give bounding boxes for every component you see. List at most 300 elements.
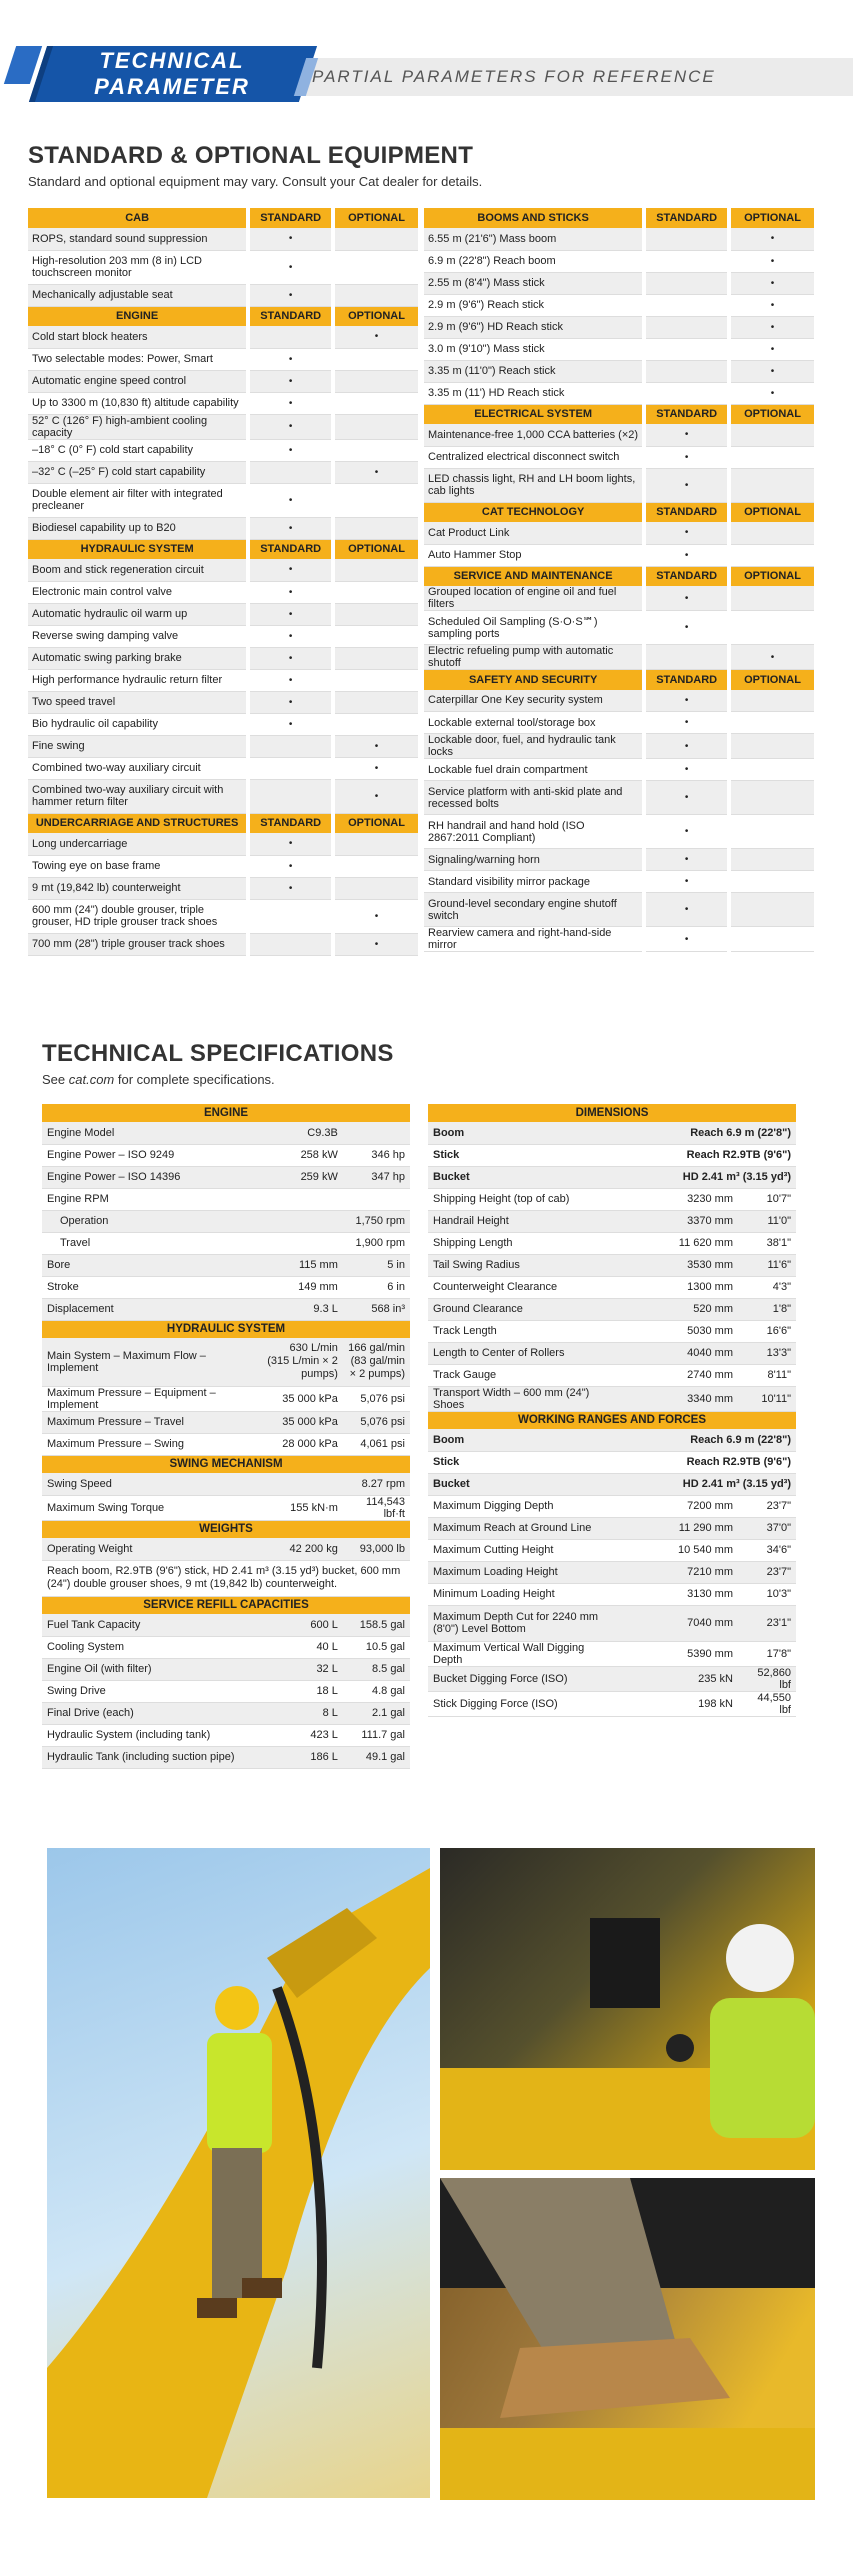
feature-name: Signaling/warning horn (424, 849, 644, 871)
equipment-group-header (424, 208, 814, 228)
table-row (424, 250, 814, 272)
spec-name: Maximum Cutting Height (428, 1539, 618, 1561)
spec-metric: 7040 mm (618, 1605, 738, 1641)
table-row (424, 338, 814, 360)
table-row (28, 779, 418, 813)
spec-metric (262, 1210, 343, 1232)
spec-metric: 3530 mm (618, 1254, 738, 1276)
optional-mark (729, 849, 814, 871)
feature-name: Automatic hydraulic oil warm up (28, 603, 248, 625)
table-row (424, 360, 814, 382)
feature-name: Bio hydraulic oil capability (28, 713, 248, 735)
feature-name: Electronic main control valve (28, 581, 248, 603)
spec-name: Engine RPM (42, 1188, 262, 1210)
table-row (424, 446, 814, 468)
spec-metric: 7200 mm (618, 1495, 738, 1517)
equipment-group-header (28, 539, 418, 559)
spec-imperial: 4,061 psi (343, 1433, 410, 1455)
standard-header: STANDARD (644, 208, 729, 228)
spec-imperial: 23'7" (738, 1495, 796, 1517)
standard-mark: • (644, 586, 729, 611)
spec-group-name: SERVICE REFILL CAPACITIES (42, 1596, 410, 1614)
optional-mark (729, 871, 814, 893)
spec-name: Main System – Maximum Flow – Implement (42, 1338, 262, 1386)
table-row (42, 1298, 410, 1320)
optional-mark: • (729, 338, 814, 360)
standard-mark (248, 461, 333, 483)
table-row (42, 1210, 410, 1232)
table-row (428, 1232, 796, 1254)
spec-name: Bucket (428, 1166, 618, 1188)
spec-group-header (42, 1596, 410, 1614)
spec-group (428, 1411, 796, 1716)
spec-name: Track Gauge (428, 1364, 618, 1386)
feature-name: Automatic swing parking brake (28, 647, 248, 669)
standard-mark: • (248, 284, 333, 306)
table-row (424, 849, 814, 871)
table-row (424, 424, 814, 446)
spec-name: Tail Swing Radius (428, 1254, 618, 1276)
table-row (42, 1560, 410, 1596)
optional-mark (333, 691, 418, 713)
table-row (424, 611, 814, 645)
table-row (424, 586, 814, 611)
standard-mark: • (248, 392, 333, 414)
spec-name: Maximum Pressure – Swing (42, 1433, 262, 1455)
banner-strip (250, 58, 853, 96)
feature-name: Ground-level secondary engine shutoff switch (424, 893, 644, 927)
spec-imperial: 8.27 rpm (343, 1473, 410, 1495)
spec-imperial: 93,000 lb (343, 1538, 410, 1560)
standard-mark (644, 360, 729, 382)
spec-imperial: 5 in (343, 1254, 410, 1276)
feature-name: Automatic engine speed control (28, 370, 248, 392)
table-row (424, 272, 814, 294)
feature-name: Up to 3300 m (10,830 ft) altitude capability (28, 392, 248, 414)
standard-mark: • (644, 815, 729, 849)
spec-imperial: 10'11" (738, 1386, 796, 1411)
standard-header: STANDARD (644, 404, 729, 424)
table-row (28, 392, 418, 414)
spec-metric: 259 kW (262, 1166, 343, 1188)
spec-metric: 3370 mm (618, 1210, 738, 1232)
table-row (28, 603, 418, 625)
spec-name: Track Length (428, 1320, 618, 1342)
optional-mark: • (729, 382, 814, 404)
standard-mark: • (248, 625, 333, 647)
table-row (424, 815, 814, 849)
standard-mark: • (248, 517, 333, 539)
table-row (28, 933, 418, 955)
table-row (428, 1451, 796, 1473)
equipment-group-header (28, 208, 418, 228)
feature-name: 3.35 m (11'0") Reach stick (424, 360, 644, 382)
spec-imperial: 52,860 lbf (738, 1666, 796, 1691)
spec-metric: 11 290 mm (618, 1517, 738, 1539)
standard-mark: • (644, 871, 729, 893)
optional-mark (333, 228, 418, 250)
spec-imperial: 34'6" (738, 1539, 796, 1561)
spec-name: Maximum Digging Depth (428, 1495, 618, 1517)
optional-mark (333, 517, 418, 539)
standard-mark (644, 316, 729, 338)
feature-name: 9 mt (19,842 lb) counterweight (28, 877, 248, 899)
specs-subtitle-pre: See (42, 1072, 69, 1087)
standard-mark: • (644, 611, 729, 645)
feature-name: 2.55 m (8'4") Mass stick (424, 272, 644, 294)
spec-group-header (42, 1104, 410, 1122)
equipment-group-header (424, 404, 814, 424)
equipment-subtitle: Standard and optional equipment may vary. Consult your Cat dealer for details. (28, 174, 483, 189)
standard-mark: • (644, 468, 729, 502)
spec-name: Maximum Vertical Wall Digging Depth (428, 1641, 618, 1666)
table-row (42, 1276, 410, 1298)
table-row (428, 1320, 796, 1342)
optional-header: OPTIONAL (333, 208, 418, 228)
table-row (42, 1338, 410, 1386)
spec-metric: 11 620 mm (618, 1232, 738, 1254)
spec-metric: C9.3B (262, 1122, 343, 1144)
standard-header: STANDARD (644, 670, 729, 690)
optional-mark (333, 414, 418, 439)
spec-metric (262, 1473, 343, 1495)
spec-imperial: 17'8" (738, 1641, 796, 1666)
feature-name: Long undercarriage (28, 833, 248, 855)
standard-mark: • (644, 893, 729, 927)
standard-mark: • (644, 781, 729, 815)
spec-imperial: 114,543 lbf·ft (343, 1495, 410, 1520)
standard-mark: • (248, 713, 333, 735)
standard-mark: • (248, 855, 333, 877)
spec-name: Hydraulic Tank (including suction pipe) (42, 1746, 262, 1768)
optional-mark: • (729, 294, 814, 316)
standard-mark: • (248, 877, 333, 899)
table-row (428, 1188, 796, 1210)
spec-name: Bucket (428, 1473, 618, 1495)
feature-name: Electric refueling pump with automatic shutoff (424, 645, 644, 670)
spec-metric: 423 L (262, 1724, 343, 1746)
specs-subtitle-link[interactable]: cat.com (68, 1072, 115, 1087)
spec-imperial: 4'3" (738, 1276, 796, 1298)
standard-mark (248, 779, 333, 813)
feature-name: Towing eye on base frame (28, 855, 248, 877)
standard-mark: • (248, 669, 333, 691)
feature-name: ROPS, standard sound suppression (28, 228, 248, 250)
optional-mark: • (333, 326, 418, 348)
spec-imperial: 38'1" (738, 1232, 796, 1254)
equipment-group-header (28, 813, 418, 833)
table-row (424, 468, 814, 502)
table-row (28, 833, 418, 855)
table-row (28, 483, 418, 517)
table-row (424, 522, 814, 544)
spec-group (42, 1455, 410, 1520)
spec-metric: 10 540 mm (618, 1539, 738, 1561)
group-name: SAFETY AND SECURITY (424, 670, 644, 690)
banner-subtitle: PARTIAL PARAMETERS FOR REFERENCE (312, 67, 716, 86)
standard-mark: • (644, 446, 729, 468)
spec-group-name: DIMENSIONS (428, 1104, 796, 1122)
spec-imperial: 10'3" (738, 1583, 796, 1605)
optional-mark (333, 392, 418, 414)
equipment-group (28, 539, 418, 813)
table-row (28, 370, 418, 392)
spec-name: Engine Oil (with filter) (42, 1658, 262, 1680)
optional-mark (333, 439, 418, 461)
standard-mark (248, 757, 333, 779)
table-row (28, 326, 418, 348)
spec-imperial: 8'11" (738, 1364, 796, 1386)
spec-metric: Reach 6.9 m (22'8") (618, 1122, 796, 1144)
standard-mark (644, 338, 729, 360)
feature-name: Combined two-way auxiliary circuit with hammer return filter (28, 779, 248, 813)
table-row (28, 559, 418, 581)
standard-header: STANDARD (248, 539, 333, 559)
table-row (42, 1614, 410, 1636)
table-row (424, 294, 814, 316)
feature-name: –32° C (–25° F) cold start capability (28, 461, 248, 483)
feature-name: Caterpillar One Key security system (424, 690, 644, 712)
spec-name: Maximum Pressure – Equipment – Implement (42, 1386, 262, 1411)
optional-mark (333, 348, 418, 370)
spec-metric: 4040 mm (618, 1342, 738, 1364)
spec-name: Shipping Length (428, 1232, 618, 1254)
optional-header: OPTIONAL (729, 208, 814, 228)
spec-imperial: 568 in³ (343, 1298, 410, 1320)
spec-imperial: 158.5 gal (343, 1614, 410, 1636)
standard-header: STANDARD (644, 502, 729, 522)
table-row (42, 1636, 410, 1658)
optional-mark (729, 927, 814, 952)
optional-mark: • (729, 250, 814, 272)
table-row (428, 1144, 796, 1166)
feature-name: Centralized electrical disconnect switch (424, 446, 644, 468)
table-row (424, 712, 814, 734)
standard-mark: • (644, 927, 729, 952)
standard-mark: • (248, 483, 333, 517)
table-row (424, 316, 814, 338)
feature-name: Lockable fuel drain compartment (424, 759, 644, 781)
feature-name: 3.0 m (9'10") Mass stick (424, 338, 644, 360)
optional-mark: • (729, 272, 814, 294)
optional-mark: • (729, 645, 814, 670)
spec-imperial (343, 1122, 410, 1144)
feature-name: Service platform with anti-skid plate and recessed bolts (424, 781, 644, 815)
standard-mark: • (248, 439, 333, 461)
table-row (28, 713, 418, 735)
optional-header: OPTIONAL (729, 566, 814, 586)
spec-name: Bore (42, 1254, 262, 1276)
table-row (428, 1342, 796, 1364)
equipment-table-left (28, 208, 418, 956)
spec-metric: HD 2.41 m³ (3.15 yd³) (618, 1473, 796, 1495)
table-row (428, 1429, 796, 1451)
table-row (424, 927, 814, 952)
spec-metric: 2740 mm (618, 1364, 738, 1386)
standard-mark: • (248, 691, 333, 713)
spec-imperial: 44,550 lbf (738, 1691, 796, 1716)
spec-imperial: 49.1 gal (343, 1746, 410, 1768)
spec-group (42, 1104, 410, 1320)
spec-imperial: 5,076 psi (343, 1386, 410, 1411)
feature-name: –18° C (0° F) cold start capability (28, 439, 248, 461)
spec-imperial: 13'3" (738, 1342, 796, 1364)
table-row (42, 1386, 410, 1411)
spec-name: Minimum Loading Height (428, 1583, 618, 1605)
table-row (424, 228, 814, 250)
table-row (42, 1658, 410, 1680)
feature-name: Grouped location of engine oil and fuel filters (424, 586, 644, 611)
spec-imperial: 2.1 gal (343, 1702, 410, 1724)
table-row (28, 691, 418, 713)
optional-mark (333, 603, 418, 625)
standard-mark (644, 645, 729, 670)
spec-name: Boom (428, 1122, 618, 1144)
spec-metric: 42 200 kg (262, 1538, 343, 1560)
standard-mark: • (644, 849, 729, 871)
optional-header: OPTIONAL (333, 306, 418, 326)
equipment-group (424, 208, 814, 404)
spec-metric: 630 L/min (315 L/min × 2 pumps) (262, 1338, 343, 1386)
group-name: UNDERCARRIAGE AND STRUCTURES (28, 813, 248, 833)
table-row (28, 228, 418, 250)
spec-metric: 600 L (262, 1614, 343, 1636)
optional-mark (729, 690, 814, 712)
spec-name: Maximum Reach at Ground Line (428, 1517, 618, 1539)
feature-name: Maintenance-free 1,000 CCA batteries (×2) (424, 424, 644, 446)
spec-name: Cooling System (42, 1636, 262, 1658)
photo-operator-climbing (47, 1848, 430, 2498)
spec-metric: 3230 mm (618, 1188, 738, 1210)
spec-name: Swing Drive (42, 1680, 262, 1702)
feature-name: Double element air filter with integrated precleaner (28, 483, 248, 517)
spec-metric: 5030 mm (618, 1320, 738, 1342)
optional-mark (729, 815, 814, 849)
spec-metric: 258 kW (262, 1144, 343, 1166)
group-name: HYDRAULIC SYSTEM (28, 539, 248, 559)
spec-group-header (42, 1455, 410, 1473)
spec-name: Fuel Tank Capacity (42, 1614, 262, 1636)
equipment-group (424, 670, 814, 952)
spec-table-right (428, 1104, 796, 1717)
spec-imperial: 1,750 rpm (343, 1210, 410, 1232)
standard-mark (248, 899, 333, 933)
optional-mark: • (729, 228, 814, 250)
table-row (428, 1473, 796, 1495)
feature-name: High-resolution 203 mm (8 in) LCD touchscreen monitor (28, 250, 248, 284)
table-row (28, 439, 418, 461)
optional-header: OPTIONAL (729, 404, 814, 424)
table-row (428, 1605, 796, 1641)
standard-mark (248, 933, 333, 955)
spec-name: Travel (42, 1232, 262, 1254)
spec-name: Engine Power – ISO 14396 (42, 1166, 262, 1188)
spec-metric: HD 2.41 m³ (3.15 yd³) (618, 1166, 796, 1188)
spec-name: Maximum Depth Cut for 2240 mm (8'0") Level Bottom (428, 1605, 618, 1641)
optional-header: OPTIONAL (333, 539, 418, 559)
spec-imperial: 346 hp (343, 1144, 410, 1166)
spec-name: Handrail Height (428, 1210, 618, 1232)
spec-group-name: HYDRAULIC SYSTEM (42, 1320, 410, 1338)
spec-metric: Reach R2.9TB (9'6") (618, 1144, 796, 1166)
standard-mark (248, 735, 333, 757)
group-name: CAB (28, 208, 248, 228)
feature-name: Lockable external tool/storage box (424, 712, 644, 734)
optional-mark (333, 559, 418, 581)
spec-imperial: 6 in (343, 1276, 410, 1298)
feature-name: 2.9 m (9'6") HD Reach stick (424, 316, 644, 338)
spec-group (42, 1520, 410, 1596)
standard-mark: • (644, 544, 729, 566)
spec-imperial: 10.5 gal (343, 1636, 410, 1658)
banner-title-line2: PARAMETER (94, 74, 250, 99)
feature-name: 700 mm (28") triple grouser track shoes (28, 933, 248, 955)
optional-mark (333, 284, 418, 306)
optional-mark (729, 611, 814, 645)
table-row (28, 250, 418, 284)
spec-name: Counterweight Clearance (428, 1276, 618, 1298)
spec-imperial: 166 gal/min (83 gal/min × 2 pumps) (343, 1338, 410, 1386)
optional-mark: • (333, 735, 418, 757)
spec-metric (262, 1188, 343, 1210)
standard-mark (644, 294, 729, 316)
spec-name: Maximum Swing Torque (42, 1495, 262, 1520)
table-row (428, 1561, 796, 1583)
spec-imperial: 11'6" (738, 1254, 796, 1276)
feature-name: Two speed travel (28, 691, 248, 713)
spec-metric: Reach 6.9 m (22'8") (618, 1429, 796, 1451)
equipment-group (28, 306, 418, 539)
table-row (424, 781, 814, 815)
spec-metric: 3130 mm (618, 1583, 738, 1605)
optional-header: OPTIONAL (729, 670, 814, 690)
optional-mark: • (333, 899, 418, 933)
optional-mark (333, 669, 418, 691)
table-row (428, 1539, 796, 1561)
spec-metric: 520 mm (618, 1298, 738, 1320)
spec-name: Length to Center of Rollers (428, 1342, 618, 1364)
spec-group (42, 1596, 410, 1768)
group-name: CAT TECHNOLOGY (424, 502, 644, 522)
optional-mark (333, 581, 418, 603)
optional-mark (729, 522, 814, 544)
spec-metric: 155 kN·m (262, 1495, 343, 1520)
table-row (28, 625, 418, 647)
spec-group-header (42, 1520, 410, 1538)
banner-title (72, 48, 272, 100)
table-row (42, 1724, 410, 1746)
spec-name: Displacement (42, 1298, 262, 1320)
feature-name: 6.9 m (22'8") Reach boom (424, 250, 644, 272)
spec-name: Shipping Height (top of cab) (428, 1188, 618, 1210)
table-row (28, 735, 418, 757)
spec-name: Swing Speed (42, 1473, 262, 1495)
optional-mark (729, 781, 814, 815)
optional-mark (729, 446, 814, 468)
optional-mark (333, 370, 418, 392)
feature-name: 52° C (126° F) high-ambient cooling capacity (28, 414, 248, 439)
spec-imperial: 1,900 rpm (343, 1232, 410, 1254)
optional-mark: • (729, 316, 814, 338)
spec-metric: 1300 mm (618, 1276, 738, 1298)
feature-name: Auto Hammer Stop (424, 544, 644, 566)
spec-name: Operation (42, 1210, 262, 1232)
spec-metric: 40 L (262, 1636, 343, 1658)
spec-imperial: 111.7 gal (343, 1724, 410, 1746)
standard-mark: • (248, 250, 333, 284)
spec-metric: 32 L (262, 1658, 343, 1680)
optional-mark: • (333, 461, 418, 483)
